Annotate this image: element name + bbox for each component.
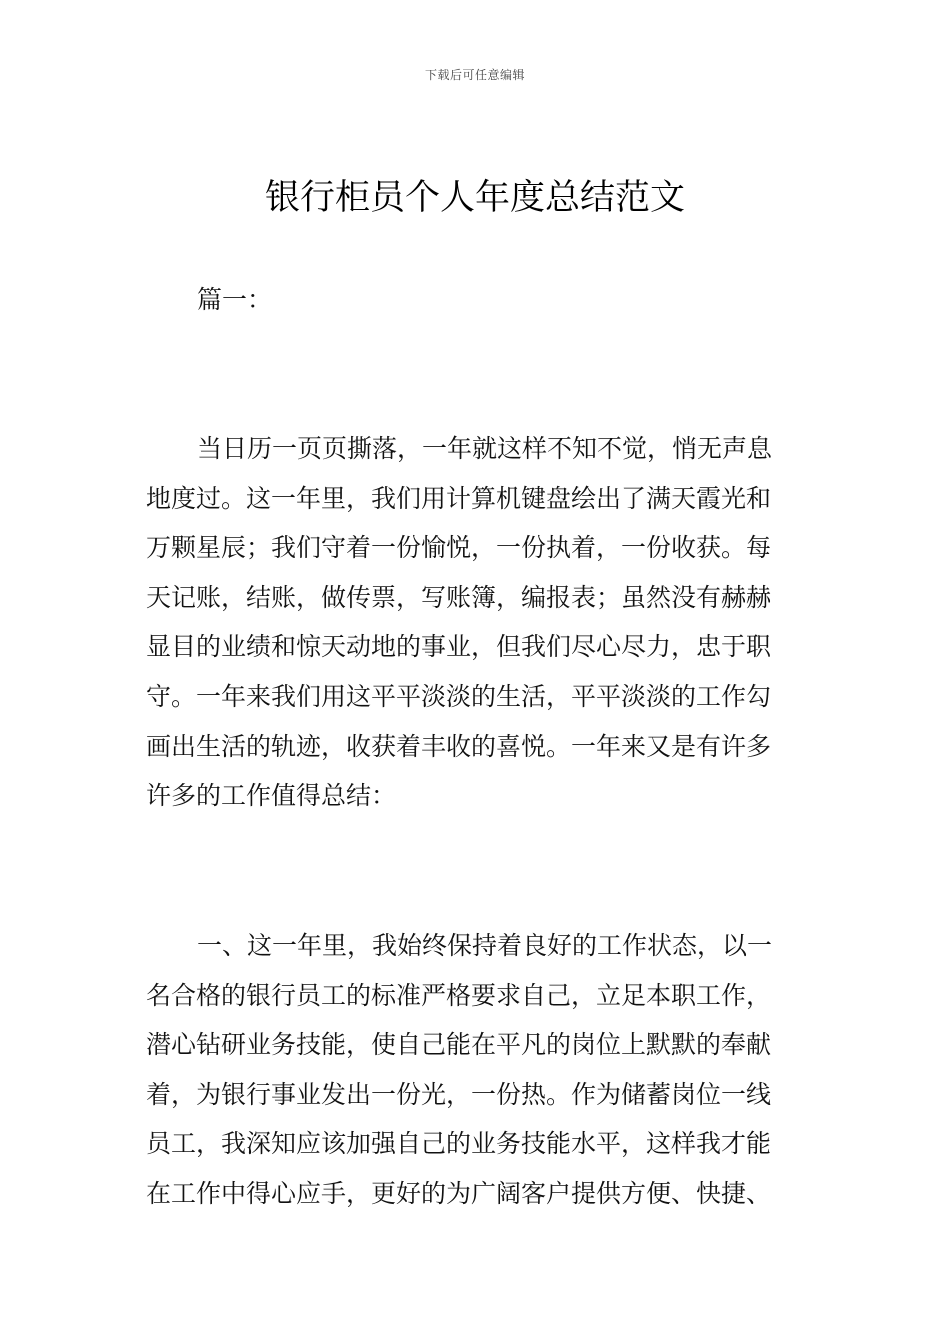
paragraph-line: 当日历一页页撕落，一年就这样不知不觉，悄无声息	[197, 434, 773, 463]
paragraph-2	[146, 921, 808, 1219]
paragraph-line: 画出生活的轨迹，收获着丰收的喜悦。一年来又是有许多	[146, 731, 772, 761]
paragraph-line: 名合格的银行员工的标准严格要求自己，立足本职工作，	[146, 980, 772, 1010]
section-label: 篇一：	[197, 285, 273, 314]
paragraph-line: 员工，我深知应该加强自己的业务技能水平，这样我才能	[146, 1129, 772, 1159]
paragraph-line: 在工作中得心应手，更好的为广阔客户提供方便、快捷、	[146, 1178, 772, 1208]
paragraph-line: 许多的工作值得总结：	[146, 781, 397, 811]
paragraph-line: 天记账，结账，做传票，写账簿，编报表；虽然没有赫赫	[146, 582, 772, 612]
paragraph-line: 地度过。这一年里，我们用计算机键盘绘出了满天霞光和	[146, 483, 772, 513]
header-note: 下载后可任意编辑	[424, 68, 525, 82]
paragraph-line: 一、这一年里，我始终保持着良好的工作状态，以一	[197, 931, 773, 960]
document-title: 银行柜员个人年度总结范文	[264, 178, 685, 218]
paragraph-line: 守。一年来我们用这平平淡淡的生活，平平淡淡的工作勾	[146, 681, 772, 711]
paragraph-line: 显目的业绩和惊天动地的事业，但我们尽心尽力，忠于职	[146, 632, 772, 662]
paragraph-line: 万颗星辰；我们守着一份愉悦，一份执着，一份收获。每	[146, 533, 772, 563]
paragraph-line: 潜心钻研业务技能，使自己能在平凡的岗位上默默的奉献	[146, 1030, 772, 1060]
paragraph-1	[146, 424, 808, 821]
paragraph-line: 着，为银行事业发出一份光，一份热。作为储蓄岗位一线	[146, 1079, 772, 1109]
